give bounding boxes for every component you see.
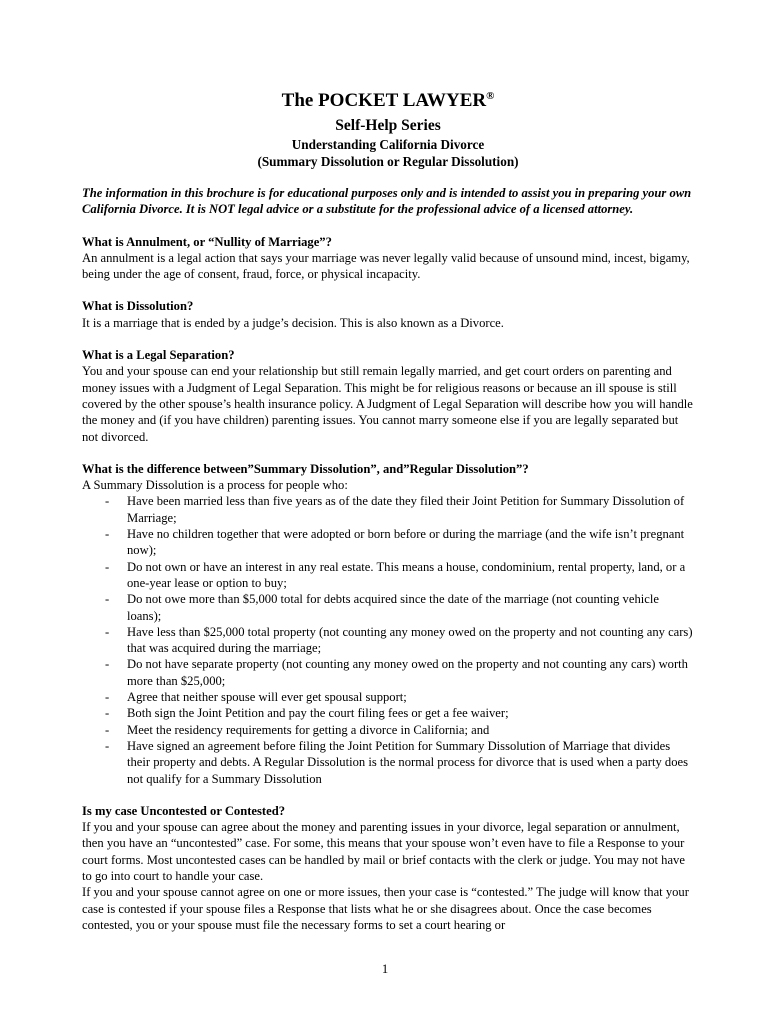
dash-bullet: - <box>105 690 110 705</box>
document-title <box>82 90 694 112</box>
list-item-text: Have been married less than five years as of the date they filed their Joint Petition for Summary Dissolution of Marriage; <box>127 494 685 525</box>
document-subtitle: Understanding California Divorce <box>291 137 485 152</box>
dash-bullet: - <box>105 527 110 542</box>
summary-requirements-list <box>82 493 694 786</box>
series-title: Self-Help Series <box>335 117 441 134</box>
section-legal-separation <box>82 347 694 445</box>
registered-mark: ® <box>486 90 495 102</box>
list-item <box>82 738 694 787</box>
list-item <box>82 705 694 721</box>
list-item <box>82 624 694 657</box>
dash-bullet: - <box>105 494 110 509</box>
question-summary-vs-regular: What is the difference between”Summary Dissolution”, and”Regular Dissolution”? <box>82 461 529 476</box>
dash-bullet: - <box>105 624 110 639</box>
list-item <box>82 656 694 689</box>
answer-dissolution: It is a marriage that is ended by a judge’s decision. This is also known as a Divorce. <box>82 315 504 330</box>
dash-bullet: - <box>105 657 110 672</box>
section-annulment <box>82 234 694 283</box>
list-item <box>82 591 694 624</box>
list-item-text: Both sign the Joint Petition and pay the court filing fees or get a fee waiver; <box>127 706 509 721</box>
question-legal-separation: What is a Legal Separation? <box>82 348 235 363</box>
list-item <box>82 493 694 526</box>
section-dissolution <box>82 298 694 331</box>
answer-legal-separation: You and your spouse can end your relationship but still remain legally married, and get court orders on parenting and money issues with a Judgment of Legal Separation. This might be for religious reasons or because an ill spouse is still covered by the other spouse’s health insurance policy. A Judgment of Legal Separation will describe how you will handle the money and (if you have children) parenting issues. You cannot marry someone else if you are legally separated but not divorced. <box>82 364 693 444</box>
question-contested: Is my case Uncontested or Contested? <box>82 803 285 818</box>
list-item-text: Have signed an agreement before filing the Joint Petition for Summary Dissolution of Marriage that divides their property and debts. A Regular Dissolution is the normal process for divorce that is used when a party does not qualify for a Summary Dissolution <box>127 738 688 786</box>
question-dissolution: What is Dissolution? <box>82 299 194 314</box>
list-item-text: Do not owe more than $5,000 total for debts acquired since the date of the marriage (not counting vehicle loans); <box>127 592 659 623</box>
answer-contested-2: If you and your spouse cannot agree on one or more issues, then your case is “contested.” The judge will know that your case is contested if your spouse files a Response that lists what he or she disagrees about. Once the case becomes contested, you or your spouse must file the necessary forms to set a court hearing or <box>82 885 689 932</box>
list-item-text: Agree that neither spouse will ever get spousal support; <box>127 690 407 705</box>
dash-bullet: - <box>105 722 110 737</box>
disclaimer: The information in this brochure is for educational purposes only and is intended to assist you in preparing your own California Divorce. It is NOT legal advice or a substitute for the professional advice of a licensed attorney. <box>82 186 692 217</box>
list-item <box>82 689 694 705</box>
dash-bullet: - <box>105 738 110 753</box>
list-item-text: Do not own or have an interest in any real estate. This means a house, condominium, rental property, land, or a one-year lease or option to buy; <box>127 559 686 590</box>
answer-contested-1: If you and your spouse can agree about the money and parenting issues in your divorce, legal separation or annulment, then you have an “uncontested” case. For some, this means that your spouse won’t even have to file a Response to your court forms. Most uncontested cases can be handled by mail or brief contacts with the clerk or judge. You may not have to go into court to handle your case. <box>82 820 685 883</box>
list-item-text: Meet the residency requirements for getting a divorce in California; and <box>127 722 490 737</box>
list-item <box>82 559 694 592</box>
document-subtitle-2: (Summary Dissolution or Regular Dissolution) <box>257 154 519 169</box>
list-item-text: Have less than $25,000 total property (not counting any money owed on the property and not counting any cars) that was acquired during the marriage; <box>127 624 693 656</box>
section-contested <box>82 803 694 933</box>
list-item-text: Have no children together that were adopted or born before or during the marriage (and the wife isn’t pregnant now); <box>127 527 685 558</box>
document-page <box>82 90 694 933</box>
list-item <box>82 722 694 738</box>
question-annulment: What is Annulment, or “Nullity of Marriage”? <box>82 234 332 249</box>
section-summary-vs-regular <box>82 461 694 787</box>
title-text: The POCKET LAWYER <box>281 90 487 111</box>
summary-intro: A Summary Dissolution is a process for people who: <box>82 478 348 493</box>
dash-bullet: - <box>105 706 110 721</box>
answer-annulment: An annulment is a legal action that says your marriage was never legally valid because of unsound mind, incest, bigamy, being under the age of consent, fraud, force, or physical incapacity. <box>82 250 690 282</box>
list-item-text: Do not have separate property (not counting any money owed on the property and not counting any cars) worth more than $25,000; <box>127 657 688 688</box>
dash-bullet: - <box>105 592 110 607</box>
page-number: 1 <box>381 962 389 976</box>
list-item <box>82 526 694 559</box>
dash-bullet: - <box>105 559 110 574</box>
